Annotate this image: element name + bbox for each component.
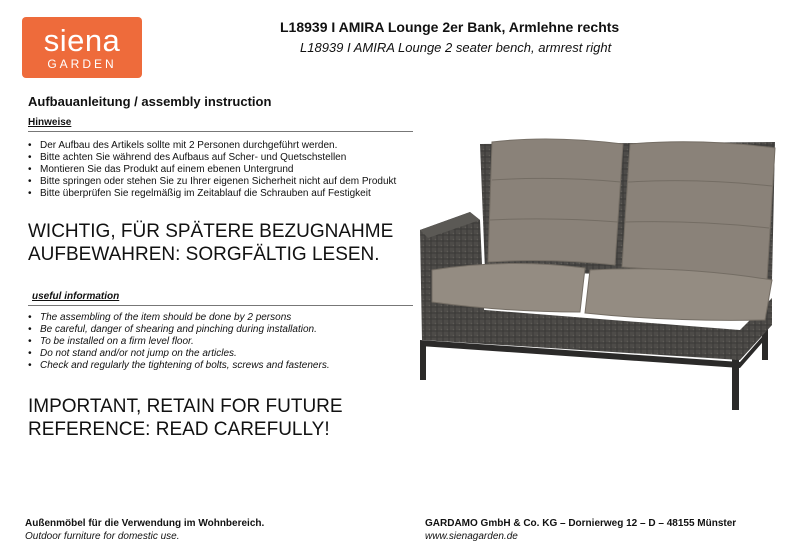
german-notes-list bbox=[28, 140, 423, 200]
list-item: • Bitte springen oder stehen Sie zu Ihrer eigenen Sicherheit nicht auf dem Produkt bbox=[28, 176, 423, 188]
list-item: • Der Aufbau des Artikels sollte mit 2 Personen durchgeführt werden. bbox=[28, 140, 423, 152]
product-title-en: L18939 I AMIRA Lounge 2 seater bench, armrest right bbox=[300, 40, 612, 55]
footer-right bbox=[425, 517, 736, 543]
german-warning-line1: WICHTIG, FÜR SPÄTERE BEZUGNAHME bbox=[28, 221, 394, 242]
german-warning bbox=[28, 220, 393, 266]
german-heading-divider bbox=[28, 131, 413, 132]
german-notes-heading: Hinweise bbox=[28, 117, 72, 128]
section-title: Aufbauanleitung / assembly instruction bbox=[28, 94, 272, 109]
list-item: • Montieren Sie das Produkt auf einem ebenen Untergrund bbox=[28, 164, 423, 176]
product-title-de: L18939 I AMIRA Lounge 2er Bank, Armlehne rechts bbox=[280, 19, 620, 35]
logo-subtitle: GARDEN bbox=[47, 57, 117, 71]
english-warning-line2: REFERENCE: READ CAREFULLY! bbox=[28, 419, 330, 440]
english-notes-list bbox=[28, 312, 423, 372]
list-item: • The assembling of the item should be done by 2 persons bbox=[28, 312, 423, 324]
english-warning-line1: IMPORTANT, RETAIN FOR FUTURE bbox=[28, 396, 343, 417]
footer-domestic-use-de: Außenmöbel für die Verwendung im Wohnbereich. bbox=[25, 518, 265, 529]
footer-company-address: GARDAMO GmbH & Co. KG – Dornierweg 12 – D – 48155 Münster bbox=[425, 518, 737, 529]
footer-website: www.sienagarden.de bbox=[425, 531, 518, 542]
english-notes-heading: useful information bbox=[32, 291, 120, 302]
list-item: • Check and regularly the tightening of bolts, screws and fasteners. bbox=[28, 360, 423, 372]
english-warning bbox=[28, 395, 343, 441]
list-item: • Bitte überprüfen Sie regelmäßig im Zeitablauf die Schrauben auf Festigkeit bbox=[28, 188, 423, 200]
list-item: • To be installed on a firm level floor. bbox=[28, 336, 423, 348]
list-item: • Be careful, danger of shearing and pinching during installation. bbox=[28, 324, 423, 336]
footer-domestic-use-en: Outdoor furniture for domestic use. bbox=[25, 531, 180, 542]
siena-garden-logo bbox=[22, 17, 142, 78]
list-item: • Bitte achten Sie während des Aufbaus auf Scher- und Quetschstellen bbox=[28, 152, 423, 164]
sofa-product-image bbox=[410, 130, 785, 415]
logo-wordmark: siena bbox=[43, 23, 121, 58]
list-item: • Do not stand and/or not jump on the articles. bbox=[28, 348, 423, 360]
footer-left bbox=[25, 517, 264, 543]
german-warning-line2: AUFBEWAHREN: SORGFÄLTIG LESEN. bbox=[28, 244, 380, 265]
english-heading-divider bbox=[28, 305, 413, 306]
